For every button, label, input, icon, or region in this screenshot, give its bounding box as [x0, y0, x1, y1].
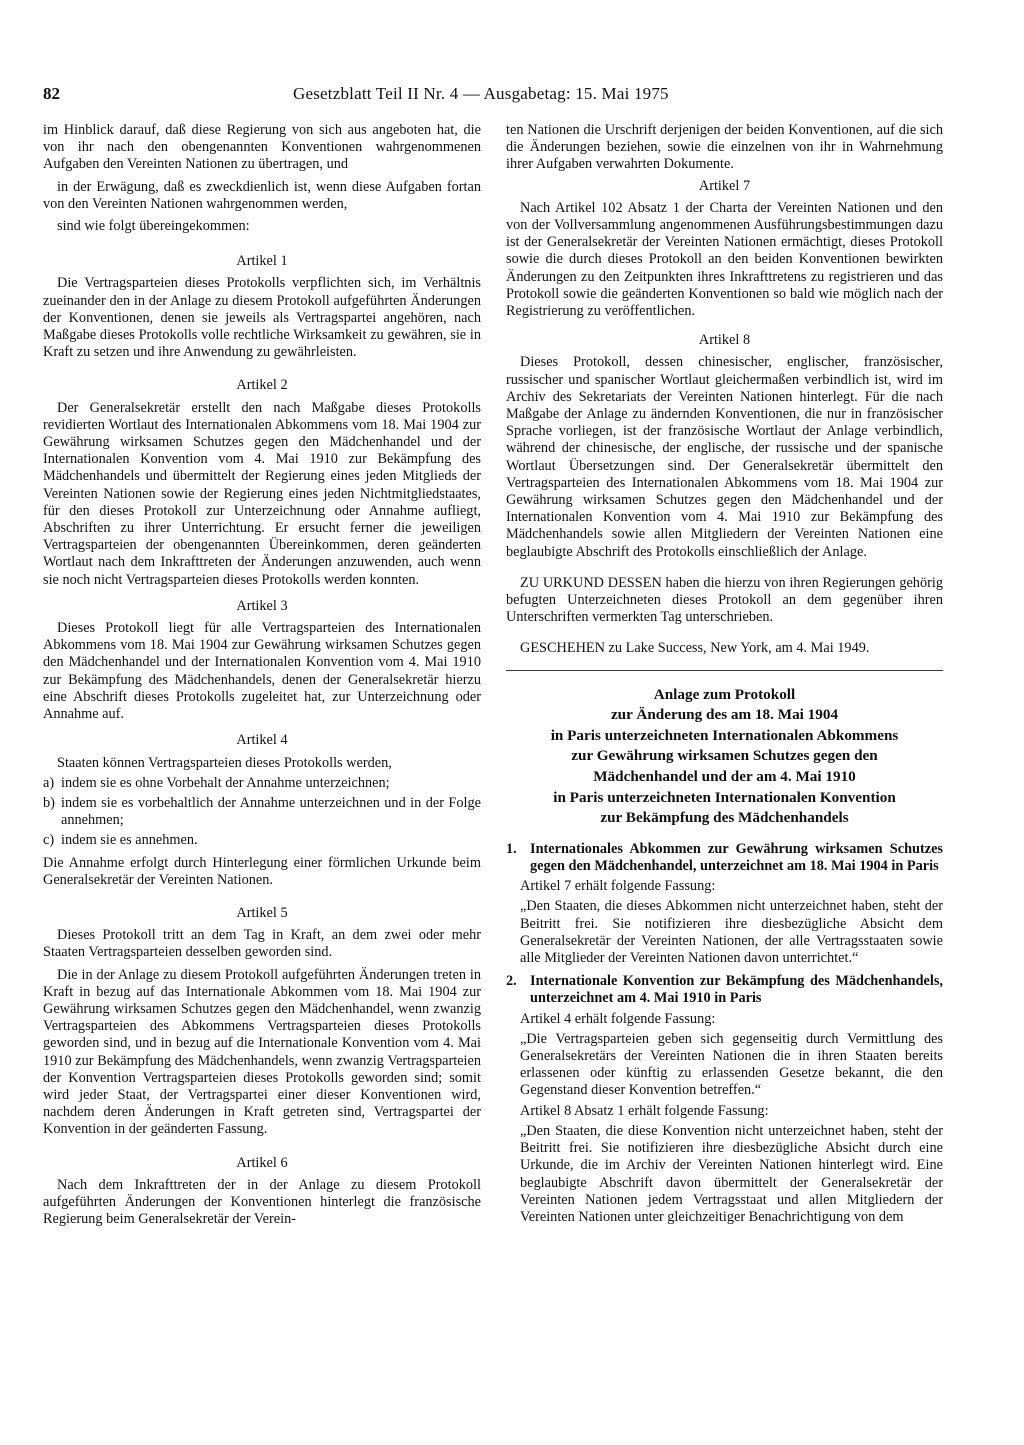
preamble-paragraph: im Hinblick darauf, daß diese Regierung von sich aus angeboten hat, die von ihr nach den obengenannten Konventionen wahrgenommenen Aufgaben den Vereinten Nationen zu übertragen, und [43, 122, 481, 173]
left-column [43, 122, 481, 1228]
annex-title-line: zur Bekämpfung des Mädchenhandels [600, 809, 849, 827]
article-4-text: Staaten können Vertragsparteien dieses Protokolls werden, [57, 754, 392, 771]
article-3-text: Dieses Protokoll liegt für alle Vertragsparteien des Internationalen Abkommens vom 18. Mai 1904 zur Gewährung wirksamen Schutzes gegen den Mädchenhandel und der Internationalen Konvention vom 4. Mai 1910 zur Bekämpfung des Mädchenhandels, denen der Generalsekretär hierzu eine Abschrift dieses Protokolls zugeleitet hat, zur Unterzeichnung oder Annahme auf. [43, 620, 481, 723]
annex-title-line: zur Gewährung wirksamen Schutzes gegen den [571, 747, 878, 765]
annex-quoted-text: „Die Vertragsparteien geben sich gegenseitig durch Vermittlung des Generalsekretärs der Vereinten Nationen die in ihren Staaten bereits erlassenen oder künftig zu erlassenden Gesetze bekannt, die den Gegenstand dieser Konvention betreffen.“ [520, 1030, 943, 1099]
article-3-heading: Artikel 3 [236, 597, 288, 614]
article-4-text: Die Annahme erfolgt durch Hinterlegung einer förmlichen Urkunde beim Generalsekretär der Vereinten Nationen. [43, 854, 481, 888]
list-text: indem sie es vorbehaltlich der Annahme unterzeichnen und in der Folge annehmen; [61, 794, 481, 829]
list-item [43, 775, 481, 792]
annex-title-line: in Paris unterzeichneten Internationalen Abkommens [550, 726, 899, 744]
signing-place-date: GESCHEHEN zu Lake Success, New York, am 4. Mai 1949. [520, 640, 870, 657]
section-title-text: Internationale Konvention zur Bekämpfung des Mädchenhandels, unterzeichnet am 4. Mai 1910 in Paris [530, 973, 943, 1007]
annex-title-line: Anlage zum Protokoll [653, 685, 796, 703]
annex-instruction: Artikel 7 erhält folgende Fassung: [520, 878, 716, 895]
annex-title [506, 685, 943, 829]
article-2-text: Der Generalsekretär erstellt den nach Maßgabe dieses Protokolls revidierten Wortlaut des Internationalen Abkommens vom 18. Mai 1904 zur Gewährung wirksamen Schutzes gegen den Mädchenhandel und der Internationalen Konvention vom 4. Mai 1910 zur Bekämpfung des Mädchenhandels und übermittelt der Regierung eines jeden Mitglieds der Vereinten Nationen sowie der Regierung eines jeden Nichtmitgliedstaates, für den dieses Protokoll zur Unterzeichnung oder Annahme aufliegt, Abschriften zu ihrer Unterrichtung. Er ersucht ferner die jeweiligen Vertragsparteien der obengenannten Übereinkommen, deren geänderten Wortlaut nach dem Inkrafttreten der Änderungen anzuwenden, auch wenn sie noch nicht Vertragsparteien dieses Protokolls werden konnten. [43, 399, 481, 588]
article-7-heading: Artikel 7 [698, 177, 751, 194]
list-item [43, 795, 481, 829]
article-4-heading: Artikel 4 [236, 732, 288, 749]
article-2-heading: Artikel 2 [236, 377, 288, 394]
article-7-text: Nach Artikel 102 Absatz 1 der Charta der Vereinten Nationen und den von der Vollversammlung angenommenen Ausführungsbestimmungen dazu ist der Generalsekretär der Vereinten Nationen ermächtigt, dieses Protokoll sowie die durch dieses Protokoll an den beiden Konventionen bewirkten Änderungen zu den Zeitpunkten ihres Inkrafttretens zu registrieren und das Protokoll sowie die geänderten Konventionen so bald wie möglich nach der Registrierung zu veröffentlichen. [506, 199, 943, 320]
page-number: 82 [43, 84, 60, 103]
article-1-text: Die Vertragsparteien dieses Protokolls verpflichten sich, im Verhältnis zueinander den in der Anlage zu diesem Protokoll aufgeführten Änderungen der Konventionen, denen sie jeweils als Vertragspartei angehören, nach Maßgabe dieses Protokolls volle rechtliche Wirksamkeit zu gewähren, sie in Kraft zu setzen und ihre Anwendung zu gewährleisten. [43, 275, 481, 361]
annex-title-line: zur Änderung des am 18. Mai 1904 [610, 706, 839, 724]
annex-section-2-title [506, 973, 943, 1007]
article-6-text: Nach dem Inkrafttreten der in der Anlage zu diesem Protokoll aufgeführten Änderungen der Konventionen hinterlegt die französische Regierung beim Generalsekretär der Verein- [43, 1176, 481, 1228]
right-column [506, 122, 943, 1226]
annex-title-line: in Paris unterzeichneten Internationalen Konvention [553, 788, 896, 806]
article-5-text: Die in der Anlage zu diesem Protokoll aufgeführten Änderungen treten in Kraft in bezug auf das Internationale Abkommen vom 18. Mai 1904 zur Gewährung wirksamen Schutzes gegen den Mädchenhandel, wenn zwanzig Vertragsparteien des Abkommens Vertragsparteien dieses Protokolls geworden sind, und in bezug auf die Internationale Konvention vom 4. Mai 1910 zur Bekämpfung des Mädchenhandels, wenn zwanzig Vertragsparteien der Konvention Vertragsparteien dieses Protokolls geworden sind; somit wird jeder Staat, der Vertragspartei einer dieser Konventionen wird, nachdem deren Änderungen in Kraft getreten sind, Vertragspartei der Konvention in der geänderten Fassung. [43, 966, 481, 1138]
section-number: 2. [506, 973, 517, 990]
annex-section-1-title [506, 841, 943, 875]
article-6-heading: Artikel 6 [236, 1154, 288, 1171]
list-item [43, 832, 481, 849]
page-header [43, 84, 943, 114]
annex-quoted-text: „Den Staaten, die diese Konvention nicht unterzeichnet haben, steht der Beitritt frei. Sie notifizieren ihre diesbezügliche Absicht durch eine Urkunde, die im Archiv der Vereinten Nationen hinterlegt wird. Eine beglaubigte Abschrift davon übermittelt der Generalsekretär der Vereinten Nationen jedem Vertragsstaat und allen Mitgliedern der Vereinten Nationen unter gleichzeitiger Benachrichtigung von dem [520, 1122, 943, 1225]
list-text: indem sie es annehmen. [61, 832, 198, 849]
article-1-heading: Artikel 1 [236, 253, 288, 270]
annex-title-line: Mädchenhandel und der am 4. Mai 1910 [593, 768, 856, 786]
annex-instruction: Artikel 8 Absatz 1 erhält folgende Fassung: [520, 1102, 769, 1119]
preamble-paragraph: sind wie folgt übereingekommen: [57, 218, 250, 235]
list-text: indem sie es ohne Vorbehalt der Annahme unterzeichnen; [61, 774, 390, 791]
section-title-text: Internationales Abkommen zur Gewährung wirksamen Schutzes gegen den Mädchenhandel, unterzeichnet am 18. Mai 1904 in Paris [530, 840, 943, 875]
section-divider [506, 670, 943, 671]
preamble-paragraph: in der Erwägung, daß es zweckdienlich ist, wenn diese Aufgaben fortan von den Vereinten Nationen wahrgenommen werden, [43, 178, 481, 212]
annex-quoted-text: „Den Staaten, die dieses Abkommen nicht unterzeichnet haben, steht der Beitritt frei. Sie notifizieren ihre diesbezügliche Absicht dem Generalsekretär der Vereinten Nationen, der alle Vertragsstaaten sowie alle Mitglieder der Vereinten Nationen davon unterrichtet.“ [520, 898, 943, 967]
running-title: Gesetzblatt Teil II Nr. 4 — Ausgabetag: 15. Mai 1975 [293, 84, 669, 103]
list-label: b) [43, 794, 55, 811]
article-8-heading: Artikel 8 [698, 332, 751, 349]
article-5-text: Dieses Protokoll tritt an dem Tag in Kraft, an dem zwei oder mehr Staaten Vertragsparteien desselben geworden sind. [43, 927, 481, 961]
article-8-text: Dieses Protokoll, dessen chinesischer, englischer, französischer, russischer und spanischer Wortlaut gleichermaßen verbindlich ist, wird im Archiv des Sekretariats der Vereinten Nationen hinterlegt. Für die nach Maßgabe der Anlage zu ändernden Konventionen, die nur in französischer Sprache vorliegen, ist der französische Wortlaut der Anlage verbindlich, während der chinesische, der englische, der russische und der spanische Wortlaut Übersetzungen sind. Der Generalsekretär übermittelt den Vertragsparteien des Internationalen Abkommens vom 18. Mai 1904 zur Gewährung wirksamen Schutzes gegen den Mädchenhandel und der Internationalen Konvention vom 4. Mai 1910 zur Bekämpfung des Mädchenhandels sowie allen Mitgliedern der Vereinten Nationen eine beglaubigte Abschrift des Protokolls einschließlich der Anlage. [506, 354, 943, 560]
list-label: c) [43, 832, 55, 849]
section-number: 1. [506, 840, 517, 857]
article-5-heading: Artikel 5 [236, 904, 288, 921]
witness-clause: ZU URKUND DESSEN haben die hierzu von ihren Regierungen gehörig befugten Unterzeichneten dieses Protokoll an dem gegenüber ihren Unterschriften vermerkten Tag unterschrieben. [506, 574, 943, 626]
annex-instruction: Artikel 4 erhält folgende Fassung: [520, 1010, 716, 1027]
article-6-continuation: ten Nationen die Urschrift derjenigen der beiden Konventionen, auf die sich die Änderungen beziehen, sowie die einzelnen von ihr in Wahrnehmung ihrer Aufgaben verwahrten Dokumente. [506, 122, 943, 173]
list-label: a) [43, 774, 55, 791]
